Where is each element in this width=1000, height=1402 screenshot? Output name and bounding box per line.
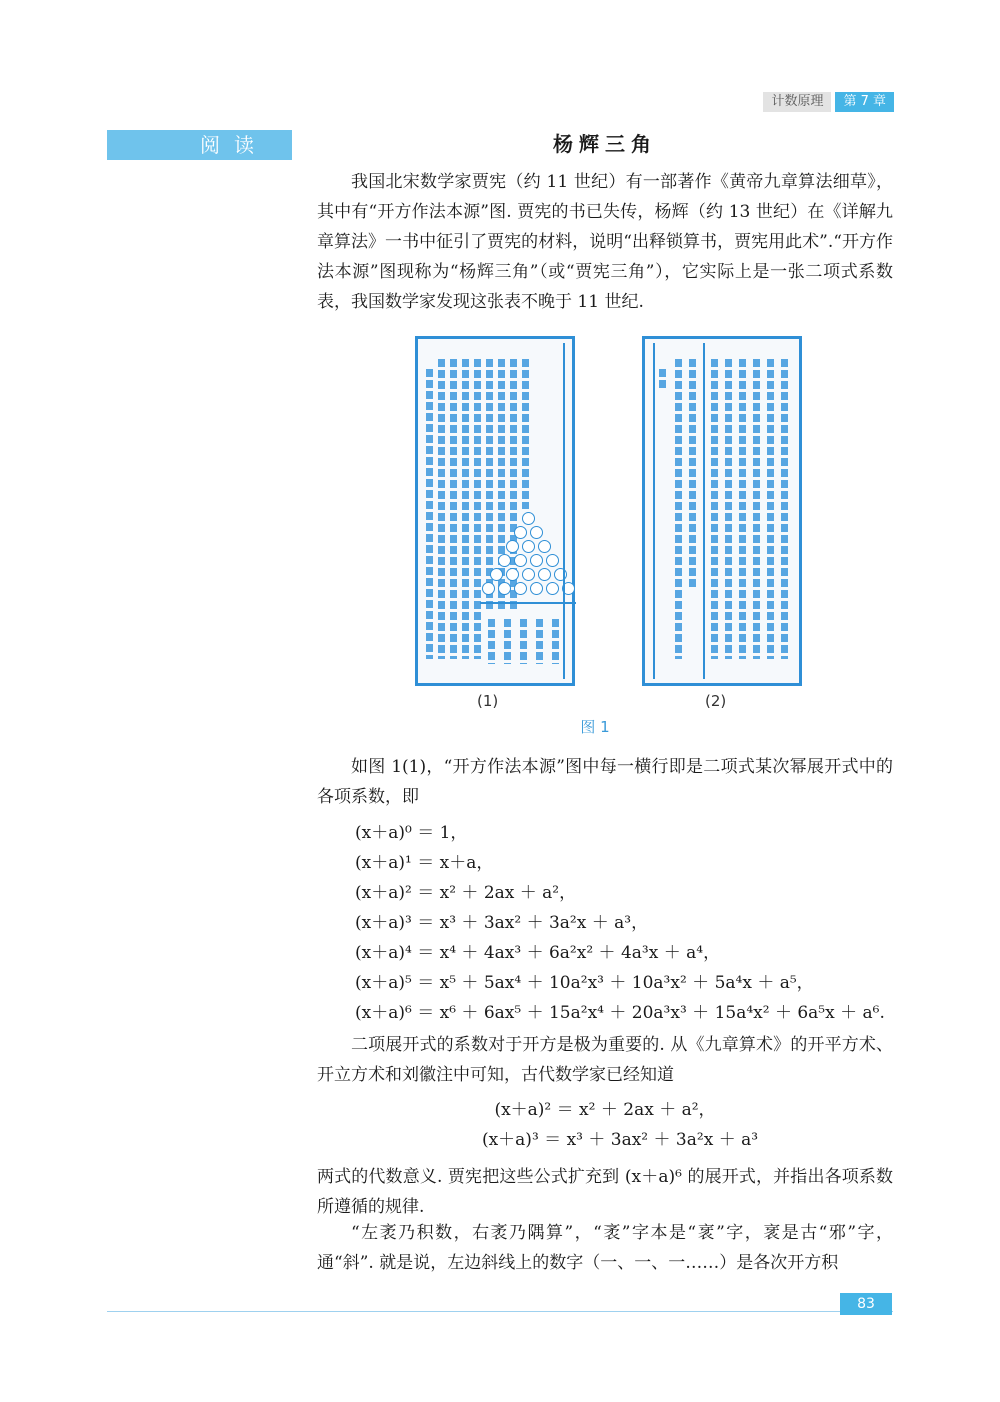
footer-divider (107, 1311, 893, 1312)
triangle-circle (506, 540, 519, 553)
triangle-circle (514, 582, 527, 595)
triangle-circle (530, 554, 543, 567)
text-column (725, 359, 732, 659)
text-column (488, 619, 495, 664)
text-column (552, 619, 559, 664)
text-column (450, 359, 457, 659)
formula-line: (x＋a)⁰ ＝ 1， (355, 823, 468, 843)
triangle-circle (522, 512, 535, 525)
triangle-base-line (480, 602, 576, 604)
paragraph-text: 二项展开式的系数对于开方是极为重要的. 从《九章算术》的开平方术、开立方术和刘徽注中可知，古代数学家已经知道 (317, 1035, 893, 1085)
text-column (781, 359, 788, 659)
chapter-header (763, 92, 894, 112)
triangle-circle (530, 582, 543, 595)
triangle-circle (522, 568, 535, 581)
triangle-circle (538, 540, 551, 553)
formula-line: (x＋a)¹ ＝ x＋a， (355, 853, 494, 873)
text-column (522, 359, 529, 509)
text-column (675, 359, 682, 659)
paragraph-text: 两式的代数意义. 贾宪把这些公式扩充到 (x＋a)⁶ 的展开式，并指出各项系数所遵循的规律. (317, 1167, 893, 1217)
paragraph-text: 我国北宋数学家贾宪（约 11 世纪）有一部著作《黄帝九章算法细草》，其中有“开方作法本源”图. 贾宪的书已失传，杨辉（约 13 世纪）在《详解九章算法》一书中征引了贾宪的材料，说明“出释锁算书，贾宪用此术”.“开方作法本源”图现称为“杨辉三角”（或“贾宪三角”），它实际上是一张二项式系数表，我国数学家发现这张表不晚于 11 世纪. (317, 172, 893, 312)
figure-explanation-paragraph (317, 752, 893, 812)
centered-formulas (317, 1095, 893, 1155)
text-column (520, 619, 527, 664)
reading-label: 阅读 (107, 130, 292, 160)
triangle-circle (498, 554, 511, 567)
panel-2-label: (2) (705, 692, 727, 710)
figure-caption: 图 1 (580, 718, 610, 736)
text-column (689, 359, 696, 589)
text-column (426, 369, 433, 659)
triangle-circle (522, 540, 535, 553)
text-column (462, 359, 469, 659)
page-number: 83 (840, 1293, 892, 1315)
figure-1 (405, 336, 785, 746)
formula-line: (x＋a)⁵ ＝ x⁵ ＋ 5ax⁴ ＋ 10a²x³ ＋ 10a³x² ＋ 5a⁴x ＋ a⁵， (355, 973, 814, 993)
text-column (739, 359, 746, 659)
formula-line: (x＋a)² ＝ x² ＋ 2ax ＋ a²， (494, 1100, 716, 1120)
triangle-circle (514, 554, 527, 567)
paragraph-text: “左袤乃积数，右袤乃隅算”，“袤”字本是“衺”字，衺是古“邪”字，通“斜”. 就是说，左边斜线上的数字（一、一、一……）是各次开方积 (317, 1223, 893, 1273)
figure-panel-2 (642, 336, 802, 686)
continuation-paragraph (317, 1162, 893, 1222)
paragraph-text: 如图 1(1)，“开方作法本源”图中每一横行即是二项式某次幂展开式中的各项系数，即 (317, 757, 893, 807)
subject-tag: 计数原理 (763, 92, 831, 112)
triangle-circle (506, 568, 519, 581)
page-title: 杨辉三角 (553, 132, 657, 156)
text-column (767, 359, 774, 659)
text-column (753, 359, 760, 659)
binomial-expansion-list (355, 818, 885, 1028)
yang-hui-triangle-drawing (480, 504, 576, 614)
formula-line: (x＋a)³ ＝ x³ ＋ 3ax² ＋ 3a²x ＋ a³， (355, 913, 649, 933)
panel-border-rule (653, 343, 655, 679)
chapter-tag: 第 7 章 (835, 92, 894, 112)
triangle-circle (530, 526, 543, 539)
panel-1-label: (1) (477, 692, 499, 710)
text-column (438, 359, 445, 659)
triangle-circle (538, 568, 551, 581)
history-paragraph (317, 1030, 893, 1090)
panel-border-rule (563, 343, 565, 679)
text-column (659, 369, 666, 389)
figure-panel-1 (415, 336, 575, 686)
text-column (536, 619, 543, 664)
formula-line: (x＋a)⁶ ＝ x⁶ ＋ 6ax⁵ ＋ 15a²x⁴ ＋ 20a³x³ ＋ 15a⁴x² ＋ 6a⁵x ＋ a⁶. (355, 1003, 885, 1023)
triangle-circle (546, 554, 559, 567)
formula-line: (x＋a)² ＝ x² ＋ 2ax ＋ a²， (355, 883, 577, 903)
triangle-circle (514, 526, 527, 539)
panel-border-rule (703, 343, 705, 679)
triangle-circle (554, 568, 567, 581)
triangle-circle (490, 568, 503, 581)
intro-paragraph (317, 167, 893, 317)
triangle-circle (482, 582, 495, 595)
rule-paragraph (317, 1218, 893, 1278)
formula-line: (x＋a)⁴ ＝ x⁴ ＋ 4ax³ ＋ 6a²x² ＋ 4a³x ＋ a⁴， (355, 943, 721, 963)
formula-line: (x＋a)³ ＝ x³ ＋ 3ax² ＋ 3a²x ＋ a³ (481, 1130, 759, 1150)
text-column (711, 359, 718, 659)
text-column (504, 619, 511, 664)
triangle-circle (546, 582, 559, 595)
triangle-circle (498, 582, 511, 595)
